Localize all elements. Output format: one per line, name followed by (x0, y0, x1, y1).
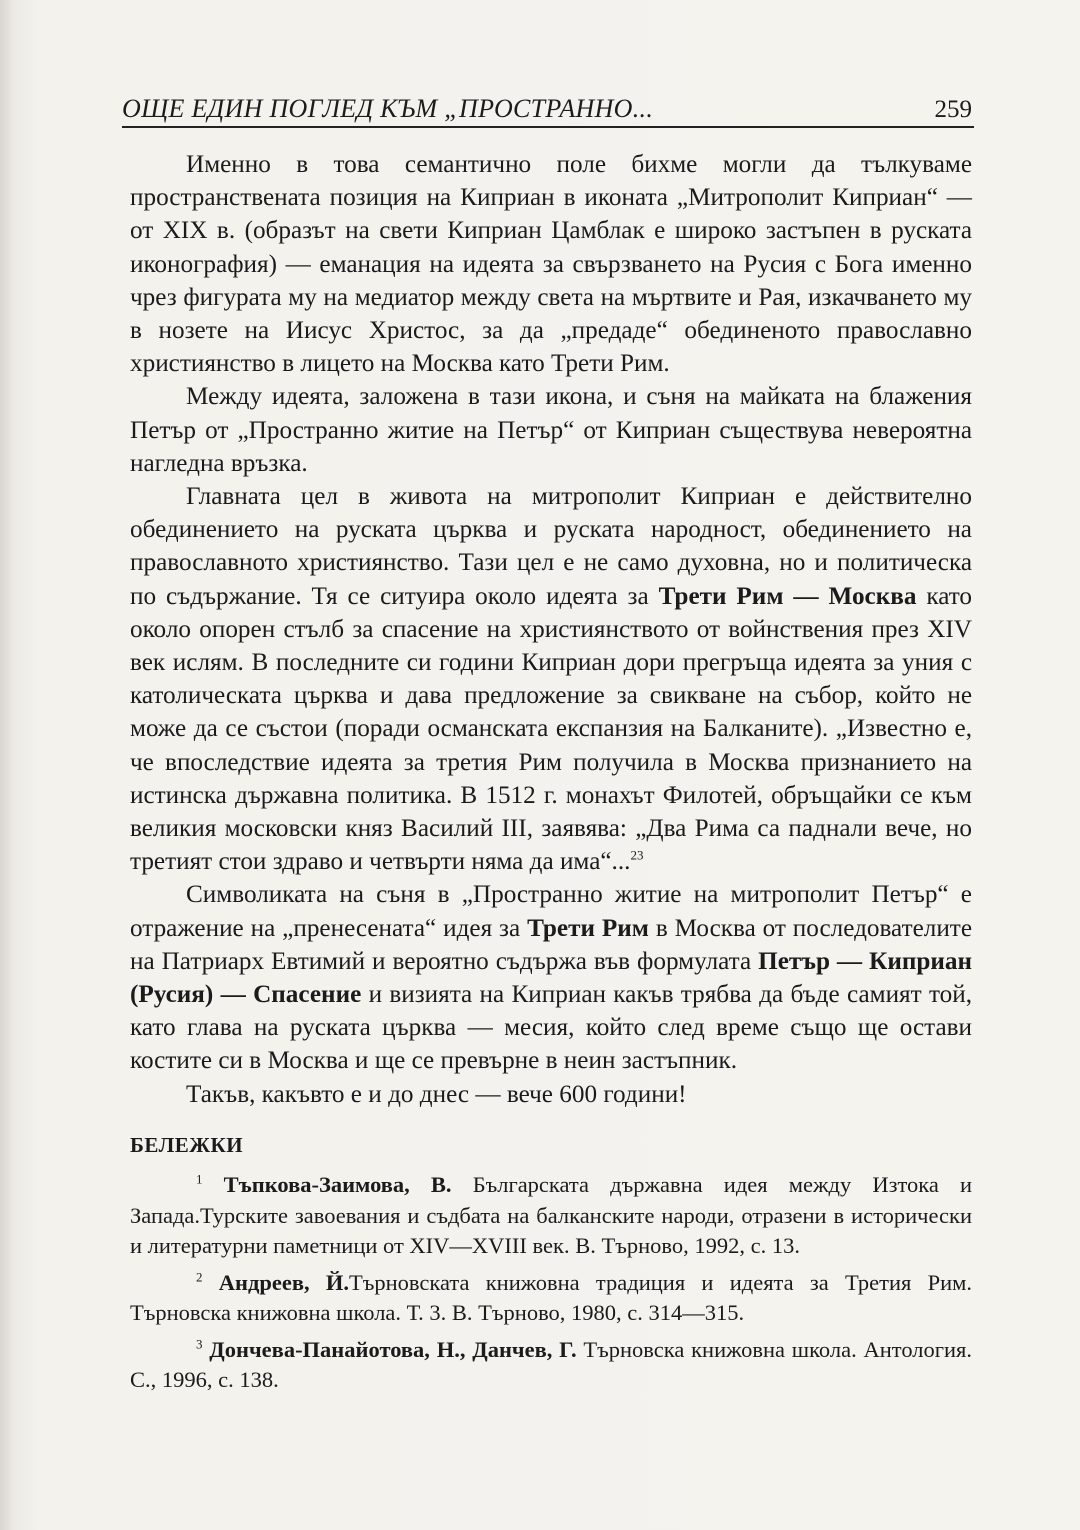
note-number: 2 (196, 1269, 203, 1285)
main-text (130, 148, 972, 1402)
note-text: Търновската книжовна традиция и идеята за Третия Рим. Търновска книжовна школа. Т. 3. В. Търново, 1980, с. 314—315. (130, 1269, 973, 1326)
note-text: Търновска книжовна школа. Антология. С., 1996, с. 138. (130, 1336, 973, 1393)
paragraph-3 (130, 480, 972, 878)
paragraph-3-text-a: Главната цел в живота на митрополит Киприан е действително обединението на руската църква и руската народност, обединението на православното християнство. Тази цел е не само духовна, но и политическа по съдържание. Тя се ситуира около идеята за (130, 483, 972, 610)
note-1 (130, 1170, 972, 1262)
paragraph-4-bold-2: Петър — Киприан (Русия) — Спасение (130, 947, 972, 1009)
running-title: ОЩЕ ЕДИН ПОГЛЕД КЪМ „ПРОСТРАННО... (122, 94, 654, 123)
note-number: 1 (196, 1171, 203, 1187)
page-header (122, 86, 974, 126)
paragraph-4-text-c: и визията на Киприан какъв трябва да бъде самият той, като глава на руската църква — месия, който след време също ще остави костите си в Москва и ще се превърне в неин застъпник. (130, 981, 972, 1075)
note-author: Тъпкова-Заимова, В. (223, 1172, 452, 1198)
paragraph-4 (130, 878, 972, 1077)
paragraph-3-text-b: като около опорен стълб за спасение на християнството от войнствения през XIV век ислям. В последните си години Киприан дори прегръща идеята за уния с католическата църква и дава предложение за свикване на събор, който не може да се състои (поради османската експанзия на Балканите). „Известно е, че впоследствие идеята за третия Рим получила в Москва признанието на истинска държавна политика. В 1512 г. монахът Филотей, обръщайки се към великия московски княз Василий III, заявява: „Два Рима са паднали вече, но третият стои здраво и четвърти няма да има“... (130, 582, 973, 876)
paragraph-4-bold-1: Трети Рим (527, 914, 649, 942)
note-number: 3 (196, 1336, 203, 1352)
page-number: 259 (934, 96, 972, 123)
note-author: Андреев, Й. (218, 1269, 350, 1295)
note-text: Българската държавна идея между Изтока и Запада.Турските завоевания и съдбата на балканските народи, отразени в исторически и литературни паметници от XIV—XVIII век. В. Търново, 1992, с. 13. (130, 1172, 972, 1259)
paragraph-2: Между идеята, заложена в тази икона, и съня на майката на блажения Петър от „Пространно житие на Петър“ от Киприан съществува невероятна нагледна връзка. (130, 383, 972, 477)
note-author: Дончева-Панайотова, Н., Данчев, Г. (209, 1336, 577, 1362)
paragraph-5: Такъв, какъвто е и до днес — вече 600 години! (186, 1080, 687, 1108)
note-3 (130, 1335, 972, 1396)
footnote-ref: 23 (630, 847, 644, 863)
notes-heading: БЕЛЕЖКИ (130, 1132, 244, 1157)
paragraph-4-text-b: в Москва от последователите на Патриарх Евтимий и вероятно съдържа във формулата (130, 914, 972, 975)
paragraph-4-text-a: Символиката на съня в „Пространно житие на митрополит Петър“ е отражение на „пренесената“ идея за (130, 881, 972, 942)
paragraph-3-bold: Трети Рим — Москва (658, 582, 917, 610)
note-2 (130, 1268, 972, 1329)
paragraph-1: Именно в това семантично поле бихме могли да тълкуваме пространствената позиция на Киприан в иконата „Митрополит Киприан“ — от XIX в. (образът на свети Киприан Цамблак е широко застъпен в руската иконография) — еманация на идеята за свързването на Русия с Бога именно чрез фигурата му на медиатор между света на мъртвите и Рая, изкачването му в нозете на Иисус Христос, за да „предаде“ обединеното православно християнство в лицето на Москва като Трети Рим. (130, 151, 972, 378)
header-rule (122, 126, 974, 128)
